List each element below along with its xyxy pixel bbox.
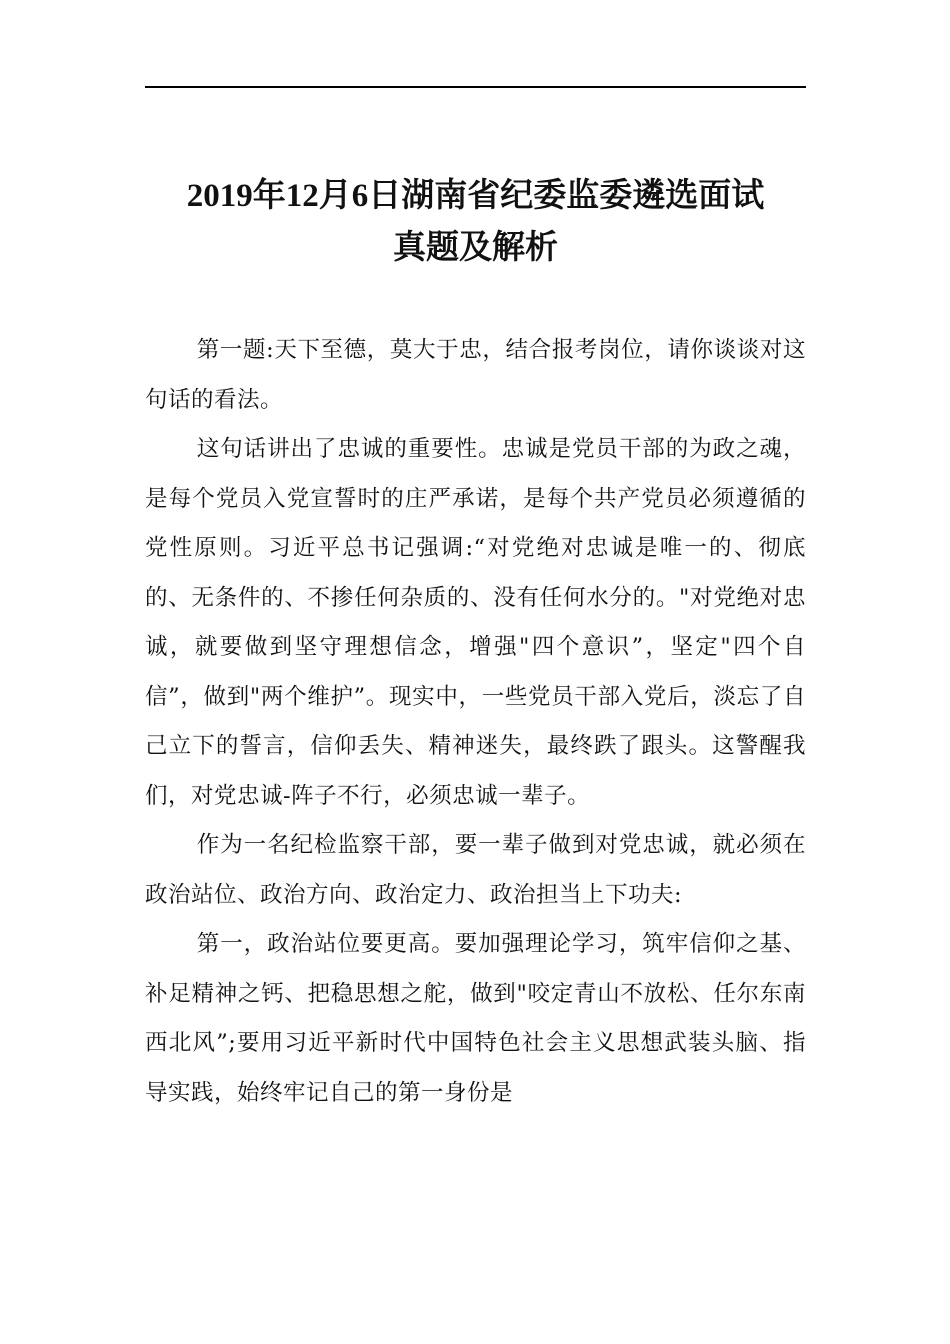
paragraph-intro: 作为一名纪检监察干部，要一辈子做到对党忠诚，就必须在政治站位、政治方向、政治定力、政治担当上下功夫: <box>145 832 806 908</box>
title-line-2: 真题及解析 <box>393 230 558 266</box>
document-body <box>145 326 806 1118</box>
title-line-1: 2019年12月6日湖南省纪委监委遴选面试 <box>186 178 765 214</box>
header-rule <box>145 86 806 88</box>
paragraph-question: 第一题:天下至德，莫大于忠，结合报考岗位，请你谈谈对这句话的看法。 <box>145 337 806 413</box>
document-title <box>145 170 806 274</box>
paragraph-first-point: 第一，政治站位要更高。要加强理论学习，筑牢信仰之基、补足精神之钙、把稳思想之舵，做到"咬定青山不放松、任尔东南西北风”;要用习近平新时代中国特色社会主义思想武装头脑、指导实践，始终牢记自己的第一身份是 <box>145 931 806 1106</box>
paragraph-importance: 这句话讲出了忠诚的重要性。忠诚是党员干部的为政之魂，是每个党员入党宣誓时的庄严承诺，是每个共产党员必须遵循的党性原则。习近平总书记强调:“对党绝对忠诚是唯一的、彻底的、无条件的、不掺任何杂质的、没有任何水分的。"对党绝对忠诚，就要做到坚守理想信念，增强"四个意识”，坚定"四个自信”，做到"两个维护”。现实中，一些党员干部入党后，淡忘了自己立下的誓言，信仰丢失、精神迷失，最终跌了跟头。这警醒我们，对党忠诚-阵子不行，必须忠诚一辈子。 <box>145 436 806 809</box>
